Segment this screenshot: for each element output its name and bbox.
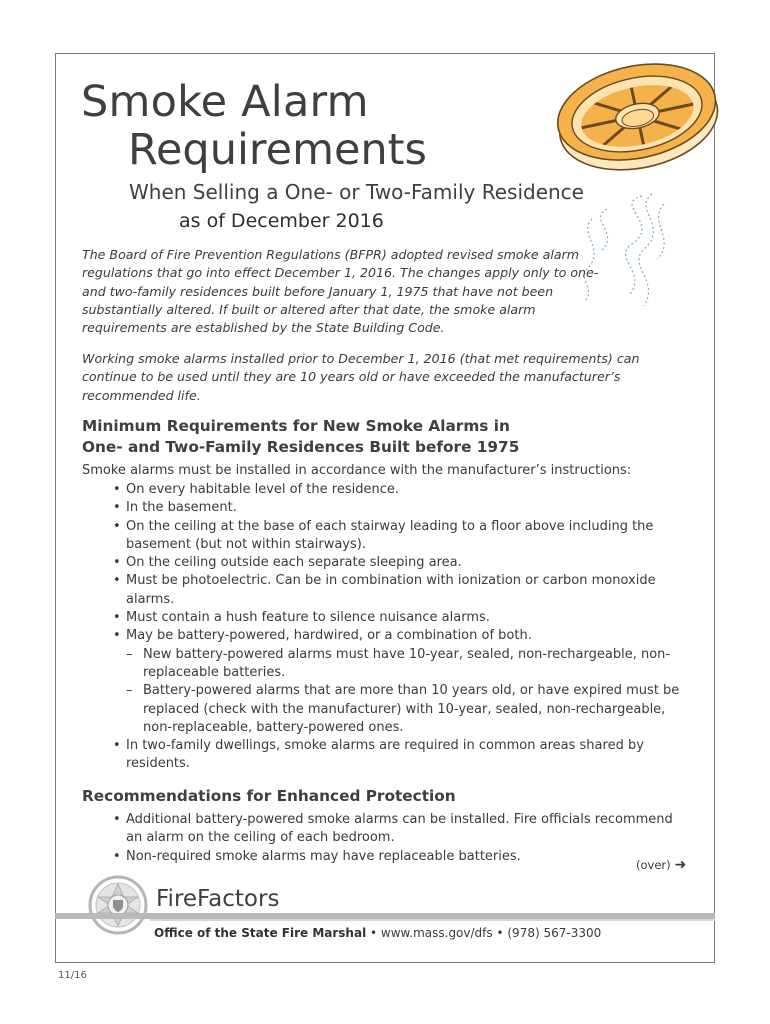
heading-line-2: One- and Two-Family Residences Built before 1975 [82,438,520,456]
list-item: • On the ceiling outside each separate sleeping area. [110,554,690,572]
list-item: • On every habitable level of the residence. [110,481,690,499]
office-name: Office of the State Fire Marshal [154,926,367,940]
separator: • [496,926,504,940]
list-item: • Non-required smoke alarms may have replaceable batteries. [110,848,690,866]
over-label: (over) [636,858,671,872]
brand-name: FireFactors [156,886,280,912]
power-sublist [126,646,690,737]
title-line-2: Requirements [128,125,427,175]
recommendations-heading: Recommendations for Enhanced Protection [82,787,456,805]
requirements-list [110,481,690,774]
list-item-power [110,627,690,737]
minimum-requirements-heading [82,416,519,458]
contact-line [154,926,601,940]
website-link[interactable]: www.mass.gov/dfs [380,926,493,940]
list-item: • In two-family dwellings, smoke alarms are required in common areas shared by residents. [110,737,690,774]
sub-list-item: – Battery-powered alarms that are more than 10 years old, or have expired must be replaced (check with the manufacturer) with 10-year, sealed, non-rechargeable, non-replaceable, battery-powered ones. [126,682,690,737]
date-code: 11/16 [58,970,87,981]
heading-line-1: Minimum Requirements for New Smoke Alarms in [82,417,510,435]
list-item: • On the ceiling at the base of each stairway leading to a floor above including the basement (but not within stairways). [110,518,690,555]
list-item: • Must contain a hush feature to silence nuisance alarms. [110,609,690,627]
over-indicator [636,857,686,873]
list-item-text: May be battery-powered, hardwired, or a combination of both. [126,628,532,644]
subtitle: When Selling a One- or Two-Family Residence [129,180,584,204]
as-of-date: as of December 2016 [179,210,384,232]
recommendations-list [110,811,690,866]
footer-rule-thin [150,919,715,921]
list-item: • Additional battery-powered smoke alarms can be installed. Fire officials recommend an alarm on the ceiling of each bedroom. [110,811,690,848]
requirements-lead: Smoke alarms must be installed in accordance with the manufacturer’s instructions: [82,463,632,478]
phone-number: (978) 567-3300 [507,926,602,940]
list-item: • Must be photoelectric. Can be in combination with ionization or carbon monoxide alarms. [110,572,690,609]
intro-paragraph-1: The Board of Fire Prevention Regulations (BFPR) adopted revised smoke alarm regulations that go into effect December 1, 2016. The changes apply only to one- and two-family residences built before January 1, 1975 that have not been substantially altered. If built or altered after that date, the smoke alarm requirements are established by the State Building Code. [82,247,599,336]
arrow-right-icon: ➜ [674,857,687,873]
separator: • [370,926,378,940]
title-line-1: Smoke Alarm [81,77,369,127]
list-item: • In the basement. [110,499,690,517]
fire-marshal-seal-logo [88,875,148,935]
sub-list-item: – New battery-powered alarms must have 10-year, sealed, non-rechargeable, non-replaceable batteries. [126,646,690,683]
intro-paragraph-2: Working smoke alarms installed prior to December 1, 2016 (that met requirements) can continue to be used until they are 10 years old or have exceeded the manufacturer’s recommended life. [82,351,640,403]
